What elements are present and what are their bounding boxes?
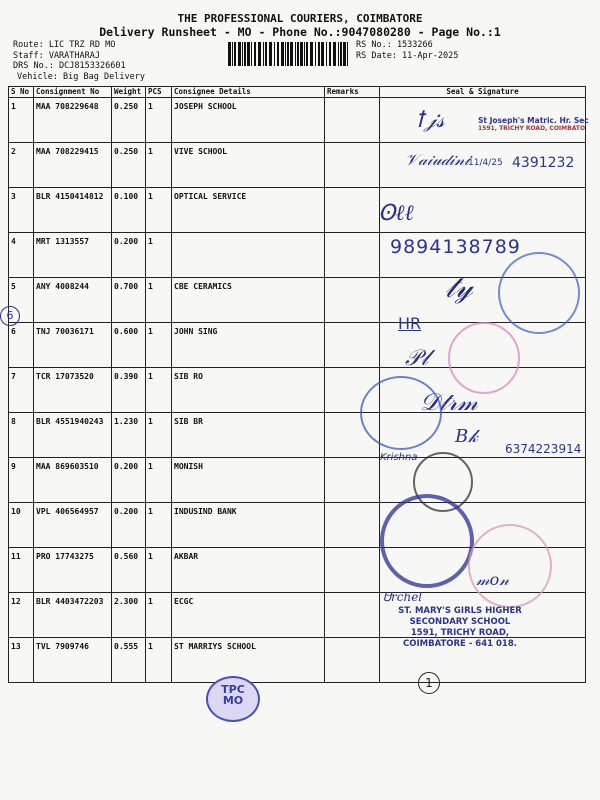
barcode-bar [300, 42, 303, 66]
cell-sno: 7 [9, 368, 34, 413]
cell-consignment: MAA 708229648 [34, 98, 112, 143]
cell-sno: 10 [9, 503, 34, 548]
footer-school-stamp [370, 606, 550, 650]
cell-consignment: TCR 17073520 [34, 368, 112, 413]
cell-weight: 0.250 [112, 143, 146, 188]
cell-weight: 0.560 [112, 548, 146, 593]
cell-consignee: CBE CERAMICS [172, 278, 325, 323]
col-header-sno: S No [9, 87, 34, 98]
signature-12: 𝓂𝑜𝓃 [476, 570, 510, 589]
cell-sno: 12 [9, 593, 34, 638]
barcode-bar [234, 42, 236, 66]
col-header-seal: Seal & Signature [380, 87, 586, 98]
barcode-bar [295, 42, 296, 66]
barcode-bar [251, 42, 252, 66]
col-header-consignment: Consignment No [34, 87, 112, 98]
barcode-bar [228, 42, 231, 66]
col-header-consignee: Consignee Details [172, 87, 325, 98]
stamp-st-joseph [478, 116, 589, 132]
cell-remarks [325, 548, 380, 593]
tpc-mo-stamp [206, 676, 260, 722]
footer-stamp-line1: ST. MARY'S GIRLS HIGHER SECONDARY SCHOOL [398, 606, 522, 627]
cell-consignment: ANY 4008244 [34, 278, 112, 323]
barcode-bar [287, 42, 289, 66]
cell-consignment: MRT 1313557 [34, 233, 112, 278]
cell-consignee [172, 233, 325, 278]
cell-sno: 5 [9, 278, 34, 323]
route: Route: LIC TRZ RD MO [13, 40, 116, 50]
barcode-bar [238, 42, 241, 66]
col-header-weight: Weight [112, 87, 146, 98]
cell-consignee: INDUSIND BANK [172, 503, 325, 548]
cell-remarks [325, 188, 380, 233]
cell-pcs: 1 [146, 143, 172, 188]
cell-consignee: AKBAR [172, 548, 325, 593]
cell-pcs: 1 [146, 323, 172, 368]
drs-number: DRS No.: DCJ8153326601 [13, 61, 126, 71]
cell-pcs: 1 [146, 503, 172, 548]
cell-sno: 2 [9, 143, 34, 188]
signature-9: 𝐵𝓀 [455, 426, 478, 447]
cell-remarks [325, 98, 380, 143]
cell-consignment: BLR 4403472203 [34, 593, 112, 638]
barcode-bar [269, 42, 272, 66]
cell-weight: 2.300 [112, 593, 146, 638]
barcode-bar [326, 42, 327, 66]
cell-consignment: MAA 869603510 [34, 458, 112, 503]
cell-consignee: JOHN SING [172, 323, 325, 368]
cell-consignee: ECGC [172, 593, 325, 638]
barcode-bar [285, 42, 286, 66]
cell-consignee: MONISH [172, 458, 325, 503]
cell-weight: 1.230 [112, 413, 146, 458]
table-row [9, 188, 586, 233]
page-mark-text: 1 [425, 676, 433, 690]
barcode-bar [333, 42, 336, 66]
cell-consignee: ST MARRIYS SCHOOL [172, 638, 325, 683]
cell-remarks [325, 233, 380, 278]
signature-1: ꝉ𝒿𝓈 [415, 108, 445, 133]
cell-remarks [325, 503, 380, 548]
cell-weight: 0.555 [112, 638, 146, 683]
staff: Staff: VARATHARAJ [13, 50, 100, 61]
barcode-bar [304, 42, 305, 66]
barcode-bar [263, 42, 264, 66]
barcode-bar [321, 42, 324, 66]
cell-remarks [325, 143, 380, 188]
table-row [9, 413, 586, 458]
mo-text: MO [222, 694, 244, 707]
cell-pcs: 1 [146, 413, 172, 458]
cell-sno: 3 [9, 188, 34, 233]
cell-pcs: 1 [146, 593, 172, 638]
row9-name: Krishna [380, 452, 418, 463]
cell-sno: 1 [9, 98, 34, 143]
signature-2: 𝒱𝒶𝒾𝓊𝒹𝒾𝓃𝒾 [405, 150, 470, 169]
cell-pcs: 1 [146, 548, 172, 593]
signature-3: Ꙩℓℓ [378, 201, 414, 226]
signature-5: 𝓉𝓎 [445, 270, 473, 305]
barcode-bar [347, 42, 348, 66]
barcode-bar [315, 42, 316, 66]
cell-remarks [325, 323, 380, 368]
vehicle: Vehicle: Big Bag Delivery [17, 71, 145, 82]
footer-stamp-line3: COIMBATORE - 641 018. [403, 639, 517, 649]
cell-sno: 11 [9, 548, 34, 593]
footer-stamp-line2: 1591, TRICHY ROAD, [410, 628, 510, 638]
barcode-bar [318, 42, 320, 66]
cell-sno: 9 [9, 458, 34, 503]
signature-13: Ꮜrchel [383, 590, 423, 604]
cell-consignment: TNJ 70036171 [34, 323, 112, 368]
cell-pcs: 1 [146, 278, 172, 323]
stamp-st-joseph-name: St Joseph's Matric. Hr. Sec [478, 116, 589, 125]
barcode-bar [277, 42, 279, 66]
table-row [9, 458, 586, 503]
cell-pcs: 1 [146, 368, 172, 413]
row9-number: 6374223914 [505, 442, 582, 456]
cell-consignment: BLR 4150414812 [34, 188, 112, 233]
cell-weight: 0.250 [112, 98, 146, 143]
round-stamp-ecgc [468, 524, 552, 608]
cell-remarks [325, 278, 380, 323]
barcode-bar [254, 42, 256, 66]
tpc-text: TPC [221, 683, 245, 696]
cell-consignee: OPTICAL SERVICE [172, 188, 325, 233]
col-header-pcs: PCS [146, 87, 172, 98]
cell-consignment: VPL 406564957 [34, 503, 112, 548]
signature-7: 𝒫𝓁 [405, 346, 429, 371]
stamp-st-joseph-address: 1591, TRICHY ROAD, COIMBATO [478, 125, 586, 132]
barcode-bar [310, 42, 313, 66]
barcode-bar [258, 42, 261, 66]
cell-sno: 6 [9, 323, 34, 368]
barcode-bar [306, 42, 308, 66]
cell-pcs: 1 [146, 233, 172, 278]
cell-consignment: MAA 708229415 [34, 143, 112, 188]
cell-consignee: JOSEPH SCHOOL [172, 98, 325, 143]
cell-pcs: 1 [146, 188, 172, 233]
cell-weight: 0.700 [112, 278, 146, 323]
cell-consignee: SIB RO [172, 368, 325, 413]
meta-left [13, 40, 145, 82]
table-header-row [9, 87, 586, 98]
cell-consignee: VIVE SCHOOL [172, 143, 325, 188]
cell-weight: 0.200 [112, 458, 146, 503]
cell-weight: 0.200 [112, 503, 146, 548]
company-name: THE PROFESSIONAL COURIERS, COIMBATORE [177, 12, 423, 25]
cell-consignee: SIB BR [172, 413, 325, 458]
barcode-bar [297, 42, 299, 66]
barcode-bar [281, 42, 284, 66]
signature-8: 𝒟𝓉𝓇𝓂 [420, 388, 478, 416]
meta-right [356, 40, 458, 61]
cell-consignment: BLR 4551940243 [34, 413, 112, 458]
cell-weight: 0.390 [112, 368, 146, 413]
cell-sno: 8 [9, 413, 34, 458]
row6-mark-text: 6 [6, 309, 14, 322]
barcode-bar [329, 42, 331, 66]
barcode-bar [338, 42, 339, 66]
barcode-bar [247, 42, 250, 66]
barcode-bar [232, 42, 233, 66]
cell-weight: 0.100 [112, 188, 146, 233]
barcode-bar [244, 42, 246, 66]
barcode-bar [343, 42, 346, 66]
barcode-bar [274, 42, 275, 66]
barcode [228, 42, 350, 66]
rs-date: RS Date: 11-Apr-2025 [356, 50, 459, 61]
runsheet-subtitle: Delivery Runsheet - MO - Phone No.:9047080280 - Page No.:1 [99, 25, 501, 39]
cell-sno: 13 [9, 638, 34, 683]
row2-number: 4391232 [512, 155, 575, 171]
row2-date: 11/4/25 [468, 158, 503, 168]
row6-hr: HR [398, 314, 422, 333]
round-stamp-row5 [498, 252, 580, 334]
cell-pcs: 1 [146, 458, 172, 503]
cell-remarks [325, 458, 380, 503]
page-circled-number [418, 672, 440, 694]
cell-weight: 0.200 [112, 233, 146, 278]
cell-pcs: 1 [146, 638, 172, 683]
barcode-bar [242, 42, 243, 66]
row3-number: 9894138789 [390, 236, 521, 258]
cell-pcs: 1 [146, 98, 172, 143]
row6-circled-mark [0, 306, 20, 326]
cell-weight: 0.600 [112, 323, 146, 368]
col-header-remarks: Remarks [325, 87, 380, 98]
cell-sno: 4 [9, 233, 34, 278]
barcode-bar [290, 42, 293, 66]
cell-consignment: PRO 17743275 [34, 548, 112, 593]
cell-consignment: TVL 7909746 [34, 638, 112, 683]
barcode-bar [265, 42, 267, 66]
round-stamp-akbar [380, 494, 474, 588]
rs-number: RS No.: 1533266 [356, 40, 433, 50]
round-stamp-row6 [448, 322, 520, 394]
barcode-bar [340, 42, 342, 66]
